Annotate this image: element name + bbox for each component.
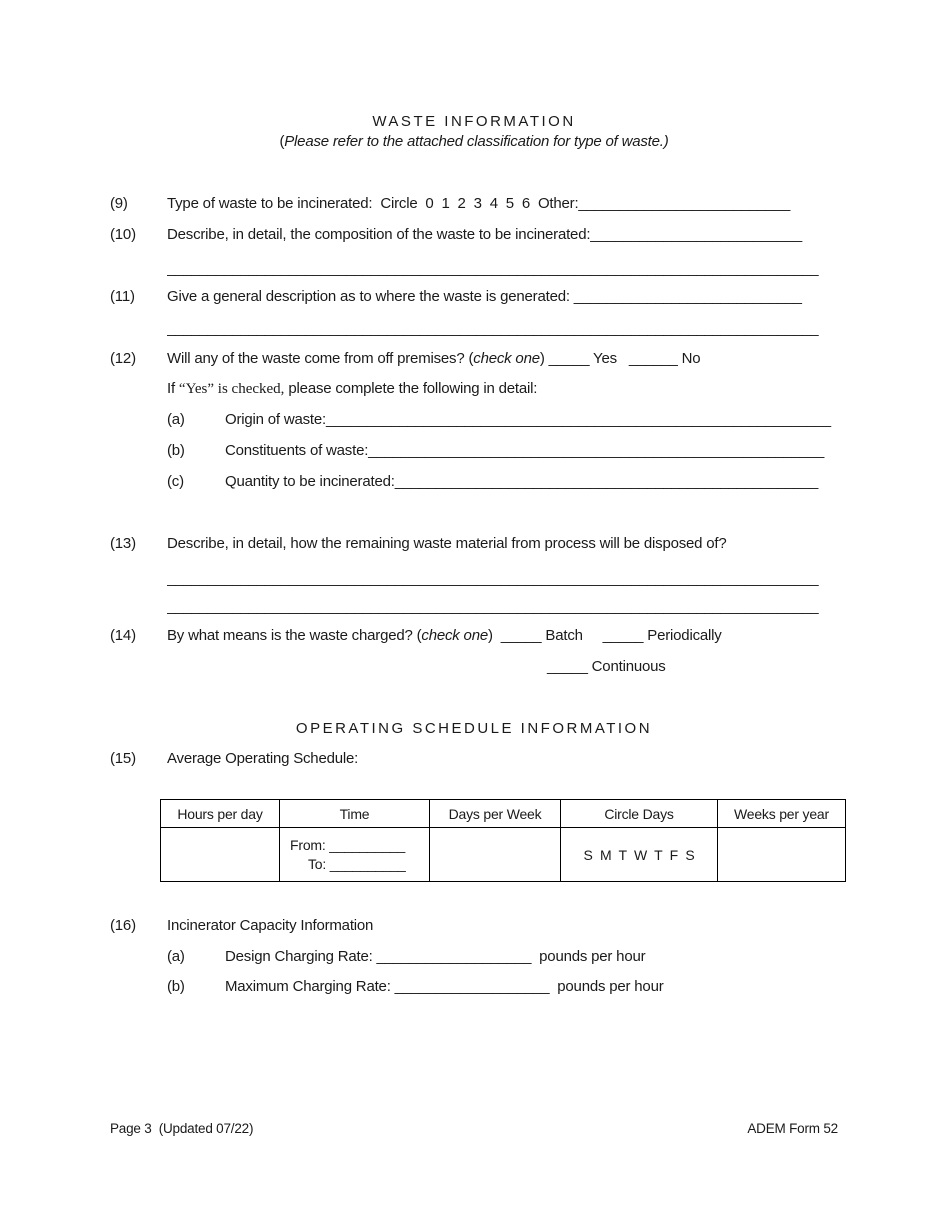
time-cell bbox=[280, 828, 430, 882]
blank-fill-line: ________________________________________________________________________________ bbox=[167, 260, 819, 277]
form-item-9 bbox=[110, 194, 838, 214]
blank-fill-line: ________________________________________________________________________________ bbox=[167, 598, 819, 615]
item-10-number: (10) bbox=[110, 226, 136, 243]
item-12-number: (12) bbox=[110, 350, 136, 367]
operating-schedule-section-title: OPERATING SCHEDULE INFORMATION bbox=[295, 720, 653, 737]
blank-fill-line: ________________________________________________________________________________ bbox=[167, 570, 819, 587]
item-14-text: By what means is the waste charged? (check one) _____ Batch _____ Periodically bbox=[167, 627, 722, 644]
item-15-number: (15) bbox=[110, 750, 136, 767]
footer-form-id: ADEM Form 52 bbox=[747, 1121, 838, 1136]
form-item-11 bbox=[110, 287, 838, 307]
waste-section-title: WASTE INFORMATION bbox=[372, 113, 576, 130]
form-item-14-continuous bbox=[110, 657, 838, 677]
item-12a-label: (a) bbox=[167, 411, 185, 428]
time-to-blank: To: __________ bbox=[308, 855, 406, 872]
form-item-12-condition bbox=[110, 379, 838, 399]
form-item-11-blank-line bbox=[110, 319, 838, 339]
circle-days-cell: S M T W T F S bbox=[561, 828, 718, 882]
footer-page-info: Page 3 (Updated 07/22) bbox=[110, 1121, 254, 1136]
check-one-italic: check one bbox=[473, 350, 540, 367]
item-12a-text: Origin of waste:______________________________________________________________ bbox=[225, 411, 831, 428]
form-item-13 bbox=[110, 534, 838, 554]
item-13-text: Describe, in detail, how the remaining waste material from process will be disposed of? bbox=[167, 535, 727, 552]
item-13-number: (13) bbox=[110, 535, 136, 552]
item-14-number: (14) bbox=[110, 627, 136, 644]
weeks-per-year-cell bbox=[718, 828, 846, 882]
waste-section-subtitle bbox=[110, 132, 838, 152]
form-item-12c bbox=[110, 472, 838, 492]
item-14-continuous-option: _____ Continuous bbox=[547, 658, 666, 675]
header-days-per-week: Days per Week bbox=[430, 800, 561, 828]
item-10-text: Describe, in detail, the composition of the waste to be incinerated:__________________________ bbox=[167, 226, 803, 243]
item-12b-text: Constituents of waste:________________________________________________________ bbox=[225, 442, 825, 459]
form-item-10 bbox=[110, 225, 838, 245]
blank-fill-line: ________________________________________________________________________________ bbox=[167, 320, 819, 337]
item-16-text: Incinerator Capacity Information bbox=[167, 917, 374, 934]
days-per-week-cell bbox=[430, 828, 561, 882]
item-11-text: Give a general description as to where the waste is generated: ____________________________ bbox=[167, 288, 802, 305]
form-item-13-blank-line-2 bbox=[110, 597, 838, 617]
form-item-13-blank-line-1 bbox=[110, 569, 838, 589]
schedule-table-header-row bbox=[161, 800, 846, 828]
item-16a-label: (a) bbox=[167, 948, 185, 965]
form-item-14 bbox=[110, 626, 838, 646]
item-12-condition-text: If “Yes” is checked, please complete the following in detail: bbox=[167, 380, 538, 397]
subtitle-paren: ( bbox=[279, 133, 285, 150]
item-15-text: Average Operating Schedule: bbox=[167, 750, 359, 767]
header-time: Time bbox=[280, 800, 430, 828]
item-9-number: (9) bbox=[110, 195, 128, 212]
form-item-10-blank-line bbox=[110, 259, 838, 279]
form-item-12 bbox=[110, 349, 838, 369]
header-hours-per-day: Hours per day bbox=[161, 800, 280, 828]
form-item-15 bbox=[110, 749, 838, 769]
item-11-number: (11) bbox=[110, 288, 135, 305]
time-from-blank: From: __________ bbox=[290, 836, 406, 853]
yes-checked-serif: “Yes” is checked, bbox=[178, 381, 285, 397]
operating-schedule-table bbox=[160, 799, 846, 882]
form-item-12b bbox=[110, 441, 838, 461]
item-12c-label: (c) bbox=[167, 473, 184, 490]
form-item-16a bbox=[110, 947, 838, 967]
item-16-number: (16) bbox=[110, 917, 136, 934]
form-item-16b bbox=[110, 977, 838, 997]
item-16b-label: (b) bbox=[167, 978, 185, 995]
form-item-12a bbox=[110, 410, 838, 430]
header-weeks-per-year: Weeks per year bbox=[718, 800, 846, 828]
hours-per-day-cell bbox=[161, 828, 280, 882]
item-16a-text: Design Charging Rate: ___________________ pounds per hour bbox=[225, 948, 646, 965]
schedule-table-body-row bbox=[161, 828, 846, 882]
form-item-16 bbox=[110, 916, 838, 936]
item-12c-text: Quantity to be incinerated:____________________________________________________ bbox=[225, 473, 819, 490]
item-16b-text: Maximum Charging Rate: ___________________ pounds per hour bbox=[225, 978, 664, 995]
check-one-italic: check one bbox=[421, 627, 488, 644]
item-12-text: Will any of the waste come from off premises? (check one) _____ Yes ______ No bbox=[167, 350, 701, 367]
item-9-text: Type of waste to be incinerated: Circle 0 1 2 3 4 5 6 Other:__________________________ bbox=[167, 195, 791, 212]
item-12b-label: (b) bbox=[167, 442, 185, 459]
header-circle-days: Circle Days bbox=[561, 800, 718, 828]
page-footer bbox=[110, 1120, 838, 1138]
subtitle-italic-text: Please refer to the attached classification for type of waste.) bbox=[284, 133, 669, 150]
